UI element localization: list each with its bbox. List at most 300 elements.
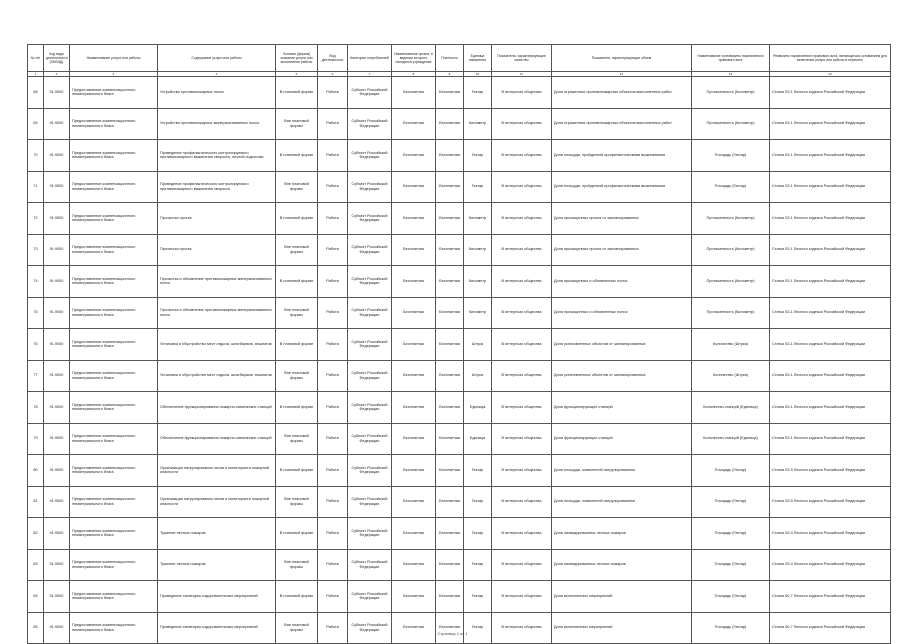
cell-name: Предоставление компенсационного нематериального блага — [70, 612, 158, 644]
cell-volume: Доля функционирующих станций — [552, 423, 692, 455]
cell-consumers: Субъект Российской Федерации — [348, 423, 392, 455]
cell-pay: Бесплатная — [436, 455, 464, 487]
cell-form: Вне плановой формы — [276, 360, 318, 392]
column-header: Условия (формы) оказания услуги или выполнения работы — [276, 45, 318, 72]
cell-quality: В интересах общества — [492, 297, 552, 329]
cell-form: В плановой форме — [276, 266, 318, 298]
cell-basis: Статья 53.4 Лесного кодекса Российской Федерации — [770, 549, 891, 581]
cell-content: Установка и обустройство мест отдыха, шлагбаумов, аншлагов — [158, 360, 276, 392]
cell-name: Предоставление компенсационного нематериального блага — [70, 360, 158, 392]
cell-n: 83 — [28, 549, 44, 581]
cell-pay: Бесплатная — [436, 549, 464, 581]
cell-name: Предоставление компенсационного нематериального блага — [70, 171, 158, 203]
cell-unit: Гектар — [464, 140, 492, 172]
cell-unit: Гектар — [464, 77, 492, 109]
table-row — [28, 360, 891, 392]
cell-owner: Бесплатная — [392, 360, 436, 392]
cell-name: Предоставление компенсационного нематериального блага — [70, 234, 158, 266]
cell-volume: Доля прочищенных просек от запланированных — [552, 234, 692, 266]
cell-form: Вне плановой формы — [276, 612, 318, 644]
cell-basis: Статья 53.1 Лесного кодекса Российской Федерации — [770, 392, 891, 424]
cell-name: Предоставление компенсационного нематериального блага — [70, 486, 158, 518]
table-row — [28, 329, 891, 361]
cell-volume: Доля прочищенных и обновленных полос — [552, 297, 692, 329]
cell-unit: Километр — [464, 234, 492, 266]
cell-type: Работа — [318, 203, 348, 235]
cell-name: Предоставление компенсационного нематериального блага — [70, 77, 158, 109]
cell-quality: В интересах общества — [492, 518, 552, 550]
cell-pay: Бесплатная — [436, 360, 464, 392]
cell-volume: Доля прочищенных просек от запланированных — [552, 203, 692, 235]
cell-act: Количество (Штука) — [692, 360, 770, 392]
column-number: 11 — [492, 72, 552, 77]
cell-act: Площадь (Гектар) — [692, 581, 770, 613]
cell-n: 73 — [28, 234, 44, 266]
cell-code: 91.9000 — [44, 171, 70, 203]
column-header: Содержание услуги или работы — [158, 45, 276, 72]
cell-act: Площадь (Гектар) — [692, 612, 770, 644]
column-number: 9 — [436, 72, 464, 77]
cell-content: Проведение санитарно-оздоровительных мероприятий — [158, 581, 276, 613]
column-header: Наименование органа, в ведении которого находится учреждение — [392, 45, 436, 72]
cell-form: Вне плановой формы — [276, 171, 318, 203]
cell-type: Работа — [318, 171, 348, 203]
cell-content: Прочистка и обновление противопожарных минерализованных полос — [158, 266, 276, 298]
cell-name: Предоставление компенсационного нематериального блага — [70, 108, 158, 140]
cell-quality: В интересах общества — [492, 266, 552, 298]
cell-owner: Бесплатная — [392, 203, 436, 235]
cell-act: Площадь (Гектар) — [692, 455, 770, 487]
cell-code: 91.9000 — [44, 266, 70, 298]
table-row — [28, 612, 891, 644]
cell-act: Протяженность (Километр) — [692, 234, 770, 266]
table-row — [28, 266, 891, 298]
cell-form: В плановой форме — [276, 77, 318, 109]
cell-type: Работа — [318, 518, 348, 550]
cell-basis: Статья 53.1 Лесного кодекса Российской Федерации — [770, 203, 891, 235]
cell-act: Площадь (Гектар) — [692, 486, 770, 518]
cell-consumers: Субъект Российской Федерации — [348, 360, 392, 392]
cell-unit: Штука — [464, 329, 492, 361]
cell-type: Работа — [318, 77, 348, 109]
cell-pay: Бесплатная — [436, 392, 464, 424]
cell-type: Работа — [318, 612, 348, 644]
cell-consumers: Субъект Российской Федерации — [348, 549, 392, 581]
cell-unit: Единица — [464, 423, 492, 455]
cell-volume: Доля установленных объектов от запланированных — [552, 329, 692, 361]
cell-quality: В интересах общества — [492, 581, 552, 613]
cell-content: Проведение профилактического контролируемого противопожарного выжигания хвороста — [158, 171, 276, 203]
cell-act: Площадь (Гектар) — [692, 171, 770, 203]
cell-basis: Статья 53.1 Лесного кодекса Российской Федерации — [770, 266, 891, 298]
cell-form: Вне плановой формы — [276, 486, 318, 518]
cell-n: 76 — [28, 329, 44, 361]
cell-form: В плановой форме — [276, 392, 318, 424]
cell-content: Проведение санитарно-оздоровительных мероприятий — [158, 612, 276, 644]
cell-content: Организация патрулирования лесов и мониторинга пожарной опасности — [158, 486, 276, 518]
cell-pay: Бесплатная — [436, 234, 464, 266]
cell-n: 82 — [28, 518, 44, 550]
cell-volume: Доля прочищенных и обновленных полос — [552, 266, 692, 298]
cell-owner: Бесплатная — [392, 140, 436, 172]
cell-basis: Статья 53.1 Лесного кодекса Российской Федерации — [770, 423, 891, 455]
column-header: Единица измерения — [464, 45, 492, 72]
cell-basis: Статья 60.7 Лесного кодекса Российской Федерации — [770, 581, 891, 613]
cell-code: 91.9000 — [44, 203, 70, 235]
cell-code: 91.9000 — [44, 486, 70, 518]
cell-act: Протяженность (Километр) — [692, 77, 770, 109]
column-number: 14 — [770, 72, 891, 77]
cell-quality: В интересах общества — [492, 171, 552, 203]
cell-consumers: Субъект Российской Федерации — [348, 392, 392, 424]
cell-act: Площадь (Гектар) — [692, 549, 770, 581]
cell-type: Работа — [318, 140, 348, 172]
column-header: Код вида деятельности (ОКВЭД) — [44, 45, 70, 72]
cell-content: Тушение лесных пожаров — [158, 549, 276, 581]
column-number: 3 — [70, 72, 158, 77]
cell-n: 75 — [28, 297, 44, 329]
cell-type: Работа — [318, 234, 348, 266]
cell-unit: Гектар — [464, 612, 492, 644]
column-header: Наименование и реквизиты нормативного правового акта — [692, 45, 770, 72]
cell-content: Прочистка и обновление противопожарных минерализованных полос — [158, 297, 276, 329]
cell-basis: Статья 53.1 Лесного кодекса Российской Федерации — [770, 297, 891, 329]
cell-consumers: Субъект Российской Федерации — [348, 203, 392, 235]
column-number: 12 — [552, 72, 692, 77]
cell-basis: Статья 53.4 Лесного кодекса Российской Федерации — [770, 518, 891, 550]
cell-basis: Статья 53.5 Лесного кодекса Российской Федерации — [770, 455, 891, 487]
cell-n: 78 — [28, 392, 44, 424]
cell-owner: Бесплатная — [392, 108, 436, 140]
cell-unit: Гектар — [464, 171, 492, 203]
cell-act: Количество станций (Единица) — [692, 423, 770, 455]
cell-owner: Бесплатная — [392, 549, 436, 581]
cell-type: Работа — [318, 360, 348, 392]
cell-quality: В интересах общества — [492, 234, 552, 266]
cell-basis: Статья 53.1 Лесного кодекса Российской Федерации — [770, 360, 891, 392]
cell-consumers: Субъект Российской Федерации — [348, 77, 392, 109]
cell-volume: Доля ликвидированных лесных пожаров — [552, 518, 692, 550]
cell-code: 91.9000 — [44, 392, 70, 424]
cell-content: Тушение лесных пожаров — [158, 518, 276, 550]
cell-owner: Бесплатная — [392, 392, 436, 424]
column-number: 8 — [392, 72, 436, 77]
cell-owner: Бесплатная — [392, 486, 436, 518]
table-header-row — [28, 45, 891, 72]
cell-consumers: Субъект Российской Федерации — [348, 518, 392, 550]
cell-unit: Километр — [464, 266, 492, 298]
cell-form: В плановой форме — [276, 329, 318, 361]
cell-pay: Бесплатная — [436, 423, 464, 455]
cell-quality: В интересах общества — [492, 203, 552, 235]
cell-unit: Гектар — [464, 486, 492, 518]
cell-volume: Доля площади, пройденной профилактическими выжиганиями — [552, 140, 692, 172]
cell-owner: Бесплатная — [392, 455, 436, 487]
cell-type: Работа — [318, 108, 348, 140]
cell-consumers: Субъект Российской Федерации — [348, 297, 392, 329]
services-register-table — [27, 44, 891, 644]
cell-code: 91.9000 — [44, 518, 70, 550]
cell-pay: Бесплатная — [436, 518, 464, 550]
cell-code: 91.9000 — [44, 140, 70, 172]
cell-owner: Бесплатная — [392, 77, 436, 109]
cell-quality: В интересах общества — [492, 360, 552, 392]
cell-consumers: Субъект Российской Федерации — [348, 140, 392, 172]
cell-pay: Бесплатная — [436, 108, 464, 140]
column-header: Наименование услуги или работы — [70, 45, 158, 72]
cell-n: 68 — [28, 77, 44, 109]
cell-n: 71 — [28, 171, 44, 203]
table-row — [28, 234, 891, 266]
cell-owner: Бесплатная — [392, 423, 436, 455]
cell-form: Вне плановой формы — [276, 108, 318, 140]
cell-n: 79 — [28, 423, 44, 455]
cell-act: Площадь (Гектар) — [692, 518, 770, 550]
cell-basis: Статья 53.1 Лесного кодекса Российской Федерации — [770, 171, 891, 203]
cell-unit: Гектар — [464, 549, 492, 581]
cell-content: Обеспечение функционирования пожарно-химических станций — [158, 423, 276, 455]
column-number: 1 — [28, 72, 44, 77]
column-header: Реквизиты нормативного правового акта, являющегося основанием для включения услуги или работы в перечень — [770, 45, 891, 72]
cell-owner: Бесплатная — [392, 329, 436, 361]
cell-unit: Километр — [464, 297, 492, 329]
column-number: 4 — [158, 72, 276, 77]
cell-quality: В интересах общества — [492, 392, 552, 424]
cell-content: Организация патрулирования лесов и мониторинга пожарной опасности — [158, 455, 276, 487]
table-row — [28, 581, 891, 613]
cell-basis: Статья 60.7 Лесного кодекса Российской Федерации — [770, 612, 891, 644]
cell-type: Работа — [318, 549, 348, 581]
cell-act: Протяженность (Километр) — [692, 108, 770, 140]
cell-basis: Статья 53.1 Лесного кодекса Российской Федерации — [770, 77, 891, 109]
cell-form: В плановой форме — [276, 203, 318, 235]
cell-type: Работа — [318, 329, 348, 361]
cell-form: В плановой форме — [276, 455, 318, 487]
cell-n: 70 — [28, 140, 44, 172]
cell-basis: Статья 53.1 Лесного кодекса Российской Федерации — [770, 140, 891, 172]
cell-consumers: Субъект Российской Федерации — [348, 108, 392, 140]
table-row — [28, 140, 891, 172]
column-header: Вид деятельности — [318, 45, 348, 72]
cell-quality: В интересах общества — [492, 140, 552, 172]
cell-owner: Бесплатная — [392, 612, 436, 644]
table-row — [28, 171, 891, 203]
cell-volume: Доля площади, пройденной профилактическими выжиганиями — [552, 171, 692, 203]
cell-act: Площадь (Гектар) — [692, 140, 770, 172]
cell-name: Предоставление компенсационного нематериального блага — [70, 203, 158, 235]
cell-volume: Доля площади, охваченной патрулированием — [552, 455, 692, 487]
cell-name: Предоставление компенсационного нематериального блага — [70, 455, 158, 487]
cell-pay: Бесплатная — [436, 203, 464, 235]
table-row — [28, 423, 891, 455]
cell-name: Предоставление компенсационного нематериального блага — [70, 297, 158, 329]
cell-act: Протяженность (Километр) — [692, 203, 770, 235]
cell-type: Работа — [318, 581, 348, 613]
cell-code: 91.9000 — [44, 360, 70, 392]
cell-unit: Единица — [464, 392, 492, 424]
cell-unit: Штука — [464, 360, 492, 392]
cell-consumers: Субъект Российской Федерации — [348, 581, 392, 613]
table-row — [28, 455, 891, 487]
cell-code: 91.9000 — [44, 108, 70, 140]
cell-type: Работа — [318, 392, 348, 424]
cell-volume: Доля функционирующих станций — [552, 392, 692, 424]
cell-name: Предоставление компенсационного нематериального блага — [70, 423, 158, 455]
cell-consumers: Субъект Российской Федерации — [348, 486, 392, 518]
cell-volume: Доля установленных объектов от запланированных — [552, 360, 692, 392]
cell-quality: В интересах общества — [492, 486, 552, 518]
cell-pay: Бесплатная — [436, 329, 464, 361]
cell-content: Прочистка просек — [158, 203, 276, 235]
cell-n: 81 — [28, 486, 44, 518]
cell-volume: Доля ликвидированных лесных пожаров — [552, 549, 692, 581]
cell-consumers: Субъект Российской Федерации — [348, 171, 392, 203]
cell-n: 74 — [28, 266, 44, 298]
cell-content: Устройство противопожарных минерализованных полос — [158, 108, 276, 140]
cell-code: 91.9000 — [44, 455, 70, 487]
cell-code: 91.9000 — [44, 612, 70, 644]
cell-type: Работа — [318, 423, 348, 455]
cell-content: Обеспечение функционирования пожарно-химических станций — [158, 392, 276, 424]
cell-n: 69 — [28, 108, 44, 140]
cell-consumers: Субъект Российской Федерации — [348, 612, 392, 644]
cell-volume: Доля площади, охваченной патрулированием — [552, 486, 692, 518]
table-row — [28, 486, 891, 518]
cell-code: 91.9000 — [44, 77, 70, 109]
cell-form: В плановой форме — [276, 140, 318, 172]
cell-unit: Гектар — [464, 518, 492, 550]
cell-quality: В интересах общества — [492, 108, 552, 140]
cell-content: Устройство противопожарных полос — [158, 77, 276, 109]
cell-pay: Бесплатная — [436, 171, 464, 203]
cell-act: Протяженность (Километр) — [692, 266, 770, 298]
cell-act: Количество (Штука) — [692, 329, 770, 361]
cell-owner: Бесплатная — [392, 297, 436, 329]
table-row — [28, 297, 891, 329]
cell-content: Прочистка просек — [158, 234, 276, 266]
cell-quality: В интересах общества — [492, 423, 552, 455]
cell-owner: Бесплатная — [392, 234, 436, 266]
cell-unit: Гектар — [464, 581, 492, 613]
cell-quality: В интересах общества — [492, 455, 552, 487]
cell-volume: Доля отраженных противопожарных объектов выполненных работ — [552, 77, 692, 109]
cell-name: Предоставление компенсационного нематериального блага — [70, 392, 158, 424]
cell-form: В плановой форме — [276, 518, 318, 550]
column-header: Платность — [436, 45, 464, 72]
cell-pay: Бесплатная — [436, 77, 464, 109]
cell-consumers: Субъект Российской Федерации — [348, 266, 392, 298]
cell-basis: Статья 53.1 Лесного кодекса Российской Федерации — [770, 234, 891, 266]
cell-code: 91.9000 — [44, 297, 70, 329]
cell-quality: В интересах общества — [492, 612, 552, 644]
cell-type: Работа — [318, 455, 348, 487]
cell-quality: В интересах общества — [492, 549, 552, 581]
cell-code: 91.9000 — [44, 581, 70, 613]
cell-basis: Статья 53.1 Лесного кодекса Российской Федерации — [770, 108, 891, 140]
column-header: № п/п — [28, 45, 44, 72]
cell-quality: В интересах общества — [492, 329, 552, 361]
cell-volume: Доля отраженных противопожарных объектов выполненных работ — [552, 108, 692, 140]
cell-content: Установка и обустройство мест отдыха, шлагбаумов, аншлагов — [158, 329, 276, 361]
table-row — [28, 392, 891, 424]
cell-content: Проведение профилактического контролируемого противопожарного выжигания хвороста, лесной подстилки — [158, 140, 276, 172]
cell-basis: Статья 53.1 Лесного кодекса Российской Федерации — [770, 329, 891, 361]
cell-code: 91.9000 — [44, 549, 70, 581]
cell-pay: Бесплатная — [436, 266, 464, 298]
cell-unit: Километр — [464, 108, 492, 140]
column-header: Показатели, характеризующие объем — [552, 45, 692, 72]
cell-act: Количество станций (Единица) — [692, 392, 770, 424]
cell-name: Предоставление компенсационного нематериального блага — [70, 518, 158, 550]
cell-name: Предоставление компенсационного нематериального блага — [70, 329, 158, 361]
cell-name: Предоставление компенсационного нематериального блага — [70, 266, 158, 298]
cell-owner: Бесплатная — [392, 266, 436, 298]
column-number: 7 — [348, 72, 392, 77]
cell-unit: Километр — [464, 203, 492, 235]
table-row — [28, 203, 891, 235]
cell-pay: Бесплатная — [436, 612, 464, 644]
table-row — [28, 549, 891, 581]
cell-form: Вне плановой формы — [276, 549, 318, 581]
table-row — [28, 77, 891, 109]
cell-code: 91.9000 — [44, 329, 70, 361]
cell-form: Вне плановой формы — [276, 297, 318, 329]
cell-type: Работа — [318, 266, 348, 298]
column-number: 2 — [44, 72, 70, 77]
cell-pay: Бесплатная — [436, 140, 464, 172]
cell-n: 77 — [28, 360, 44, 392]
cell-owner: Бесплатная — [392, 171, 436, 203]
cell-n: 80 — [28, 455, 44, 487]
cell-type: Работа — [318, 297, 348, 329]
page-number: Страница 1 из 1 — [437, 631, 468, 636]
column-number: 5 — [276, 72, 318, 77]
cell-basis: Статья 53.5 Лесного кодекса Российской Федерации — [770, 486, 891, 518]
cell-owner: Бесплатная — [392, 518, 436, 550]
cell-name: Предоставление компенсационного нематериального блага — [70, 140, 158, 172]
column-number: 6 — [318, 72, 348, 77]
cell-form: Вне плановой формы — [276, 423, 318, 455]
column-number: 13 — [692, 72, 770, 77]
table-row — [28, 108, 891, 140]
cell-pay: Бесплатная — [436, 581, 464, 613]
cell-pay: Бесплатная — [436, 486, 464, 518]
cell-form: В плановой форме — [276, 581, 318, 613]
cell-consumers: Субъект Российской Федерации — [348, 455, 392, 487]
cell-name: Предоставление компенсационного нематериального блага — [70, 581, 158, 613]
cell-unit: Гектар — [464, 455, 492, 487]
cell-consumers: Субъект Российской Федерации — [348, 329, 392, 361]
cell-type: Работа — [318, 486, 348, 518]
cell-volume: Доля выполненных мероприятий — [552, 581, 692, 613]
column-header: Показатели, характеризующие качество — [492, 45, 552, 72]
column-header: Категории потребителей — [348, 45, 392, 72]
cell-act: Протяженность (Километр) — [692, 297, 770, 329]
cell-quality: В интересах общества — [492, 77, 552, 109]
cell-pay: Бесплатная — [436, 297, 464, 329]
cell-consumers: Субъект Российской Федерации — [348, 234, 392, 266]
cell-form: Вне плановой формы — [276, 234, 318, 266]
cell-code: 91.9000 — [44, 234, 70, 266]
column-number: 10 — [464, 72, 492, 77]
cell-n: 72 — [28, 203, 44, 235]
cell-n: 84 — [28, 581, 44, 613]
table-body — [28, 77, 891, 644]
cell-volume: Доля выполненных мероприятий — [552, 612, 692, 644]
table-row — [28, 518, 891, 550]
cell-n: 85 — [28, 612, 44, 644]
cell-owner: Бесплатная — [392, 581, 436, 613]
